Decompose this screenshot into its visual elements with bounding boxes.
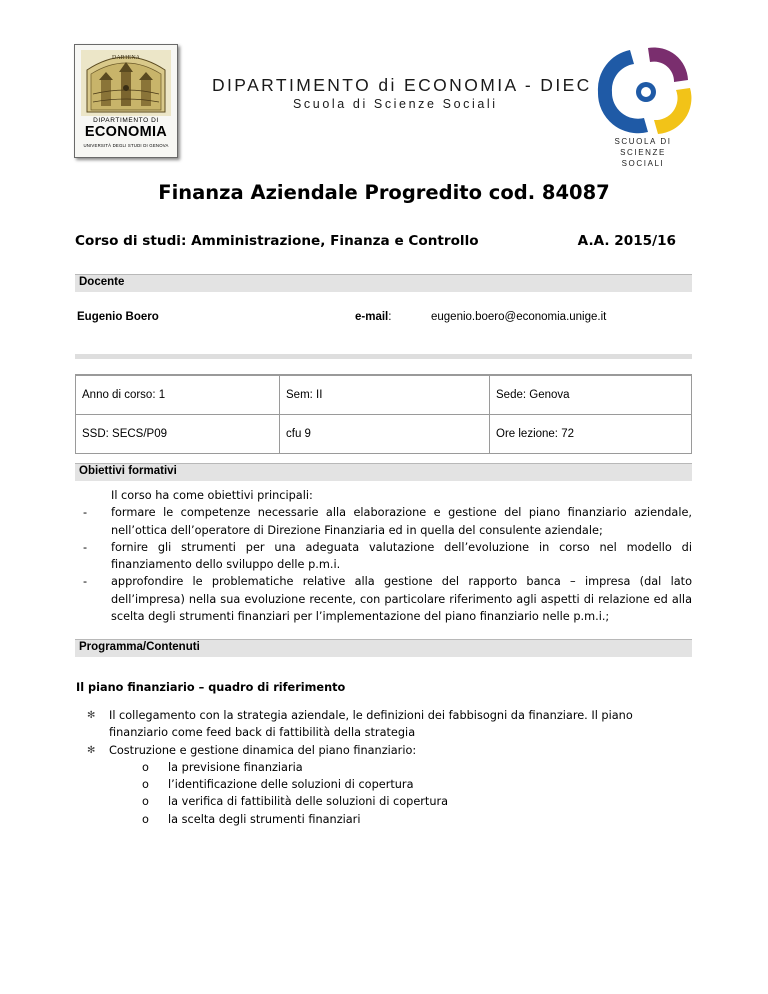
table-cell: Ore lezione: 72 bbox=[490, 415, 692, 454]
school-name-line-2: SCIENZE SOCIALI bbox=[620, 148, 666, 168]
table-cell: Anno di corso: 1 bbox=[76, 375, 280, 415]
program-subtitle: Il piano finanziario – quadro di riferimento bbox=[76, 681, 346, 694]
section-divider bbox=[75, 354, 692, 359]
logo-line-2: ECONOMIA bbox=[84, 124, 168, 140]
docente-section-label: Docente bbox=[79, 276, 125, 288]
course-info-table bbox=[75, 374, 692, 454]
dash-bullet: - bbox=[83, 506, 88, 520]
list-item-text: Costruzione e gestione dinamica del piano finanziario: bbox=[109, 743, 417, 757]
dash-bullet: - bbox=[83, 540, 88, 554]
logo-line-3: UNIVERSITÀ DEGLI STUDI DI GENOVA bbox=[83, 143, 169, 148]
asterisk-bullet-icon: ✻ bbox=[87, 744, 96, 756]
seal-text: DAR1ENA bbox=[112, 55, 140, 61]
objectives-intro: Il corso ha come obiettivi principali: bbox=[111, 489, 313, 502]
logo-line-1: DIPARTIMENTO DI bbox=[93, 117, 159, 124]
teacher-email[interactable]: eugenio.boero@economia.unige.it bbox=[431, 311, 607, 323]
sub-list-item bbox=[84, 776, 692, 793]
circle-bullet: o bbox=[142, 778, 149, 792]
list-item-text: approfondire le problematiche relative alla gestione del rapporto banca – impresa (dal lato dell’impresa) nella sua evoluzione recente, con particolare riferimento agli aspetti di relazione ed alla scelta degli strumenti finanziari per l’implementazione del piano finanziario nelle p.m.i.; bbox=[111, 575, 692, 624]
department-title: DIPARTIMENTO di ECONOMIA - DIEC bbox=[212, 75, 592, 95]
objectives-list bbox=[80, 487, 692, 625]
sub-list-item-text: la verifica di fattibilità delle soluzioni di copertura bbox=[168, 795, 449, 809]
department-subtitle: Scuola di Scienze Sociali bbox=[293, 97, 498, 111]
course-title: Finanza Aziendale Progredito cod. 84087 bbox=[158, 181, 610, 204]
program-list bbox=[84, 707, 692, 828]
list-item bbox=[80, 573, 692, 625]
sub-list-item bbox=[84, 759, 692, 776]
list-item bbox=[84, 742, 692, 759]
school-logo-icon bbox=[588, 42, 694, 140]
program-section-label: Programma/Contenuti bbox=[79, 641, 200, 653]
table-row bbox=[76, 415, 692, 454]
table-row bbox=[76, 375, 692, 415]
list-item bbox=[84, 707, 692, 742]
table-cell: Sem: II bbox=[280, 375, 490, 415]
program-section-bar bbox=[75, 639, 692, 657]
asterisk-bullet-icon: ✻ bbox=[87, 710, 96, 721]
circle-bullet: o bbox=[142, 812, 149, 826]
email-label: e-mail bbox=[355, 311, 389, 323]
sub-list-item-text: l’identificazione delle soluzioni di copertura bbox=[168, 778, 414, 792]
school-name bbox=[598, 136, 688, 169]
circle-bullet: o bbox=[142, 760, 149, 774]
table-cell: SSD: SECS/P09 bbox=[76, 415, 280, 454]
circle-bullet: o bbox=[142, 795, 149, 809]
teacher-name: Eugenio Boero bbox=[77, 311, 159, 323]
table-cell: Sede: Genova bbox=[490, 375, 692, 415]
city-seal-icon bbox=[81, 50, 171, 116]
list-item bbox=[80, 539, 692, 574]
list-item bbox=[80, 504, 692, 539]
dash-bullet: - bbox=[83, 575, 88, 589]
study-program: Corso di studi: Amministrazione, Finanza e Controllo bbox=[75, 233, 479, 249]
sub-list-item bbox=[84, 811, 692, 828]
list-item-text: formare le competenze necessarie alla elaborazione e gestione del piano finanziario aziendale, nell’ottica dell’operatore di Direzione Finanziaria ed in quella del consulente aziendale; bbox=[111, 506, 692, 537]
sub-list-item-text: la previsione finanziaria bbox=[168, 760, 303, 774]
school-name-line-1: SCUOLA DI bbox=[614, 137, 672, 146]
objectives-section-label: Obiettivi formativi bbox=[79, 465, 177, 477]
list-item-text: fornire gli strumenti per una adeguata valutazione dell’evoluzione in corso nel modello di finanziamento dello sviluppo delle p.m.i. bbox=[111, 540, 692, 572]
table-cell: cfu 9 bbox=[280, 415, 490, 454]
sub-list-item-text: la scelta degli strumenti finanziari bbox=[168, 812, 361, 826]
academic-year: A.A. 2015/16 bbox=[577, 233, 676, 249]
email-label-group bbox=[355, 311, 391, 323]
email-separator: : bbox=[388, 311, 392, 323]
sub-list-item bbox=[84, 793, 692, 810]
list-item-text: Il collegamento con la strategia aziendale, le definizioni dei fabbisogni da finanziare. Il piano finanziario come feed back di fattibilità della strategia bbox=[109, 709, 633, 740]
objectives-section-bar bbox=[75, 463, 692, 481]
department-logo bbox=[74, 44, 178, 158]
docente-section-bar bbox=[75, 274, 692, 292]
